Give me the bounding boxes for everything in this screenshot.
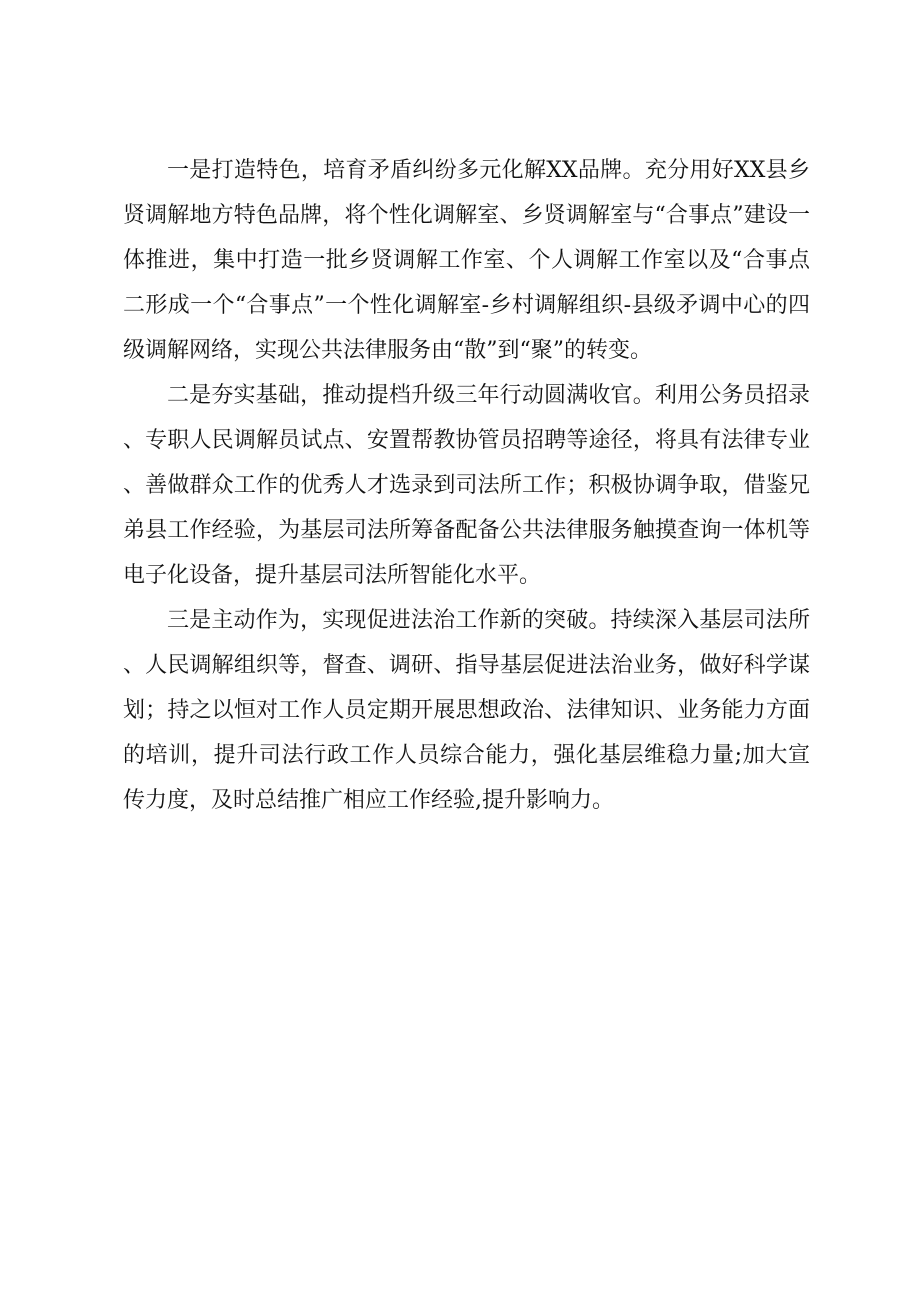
document-body xyxy=(123,148,810,823)
paragraph-3: 三是主动作为，实现促进法治工作新的突破。持续深入基层司法所、人民调解组织等，督查、调研、指导基层促进法治业务，做好科学谋划；持之以恒对工作人员定期开展思想政治、法律知识、业务能力方面的培训，提升司法行政工作人员综合能力，强化基层维稳力量;加大宣传力度，及时总结推广相应工作经验,提升影响力。 xyxy=(123,608,810,813)
paragraph-1: 一是打造特色，培育矛盾纠纷多元化解XX品牌。充分用好XX县乡贤调解地方特色品牌，将个性化调解室、乡贤调解室与“合事点”建设一体推进，集中打造一批乡贤调解工作室、个人调解工作室以及“合事点二形成一个“合事点”一个性化调解室-乡村调解组织-县级矛调中心的四级调解网络，实现公共法律服务由“散”到“聚”的转变。 xyxy=(123,158,810,363)
paragraph-2: 二是夯实基础，推动提档升级三年行动圆满收官。利用公务员招录、专职人民调解员试点、安置帮教协管员招聘等途径，将具有法律专业、善做群众工作的优秀人才选录到司法所工作；积极协调争取，借鉴兄弟县工作经验，为基层司法所筹备配备公共法律服务触摸查询一体机等电子化设备，提升基层司法所智能化水平。 xyxy=(123,383,810,588)
